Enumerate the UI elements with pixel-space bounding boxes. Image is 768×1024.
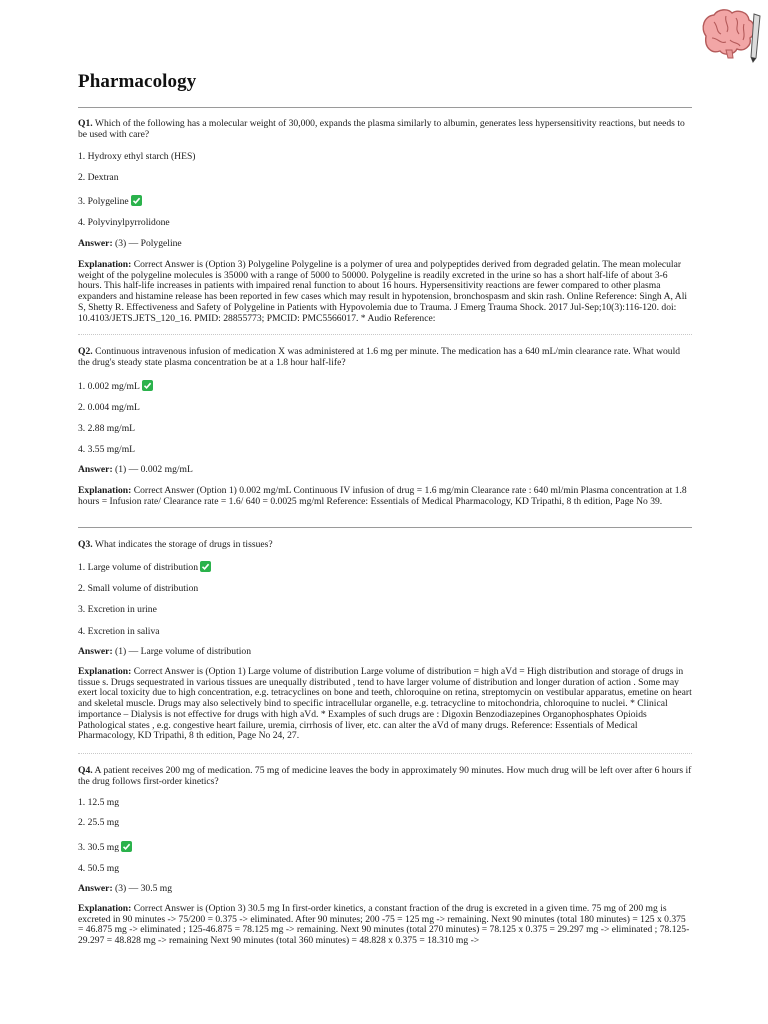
explanation-label: Explanation: <box>78 666 132 677</box>
explanation-text: Correct Answer (Option 1) 0.002 mg/mL Continuous IV infusion of drug = 1.6 mg/min Clearance rate : 640 ml/min Plasma concentration at 1.8 hours = Infusion rate/ Clearance rate = 1.6/ 640 = 0.0025 mg/ml Reference: Essentials of Medical Pharmacology, KD Tripathi, 8 th edition, Page No 39. <box>78 485 687 507</box>
option-label: 2. Small volume of distribution <box>78 583 199 594</box>
explanation <box>78 667 692 742</box>
question-block-q2 <box>78 346 692 369</box>
question-text <box>78 346 692 369</box>
answer-label: Answer: <box>78 464 113 475</box>
question-block-q4 <box>78 765 692 788</box>
answer-label: Answer: <box>78 238 113 249</box>
question-divider <box>78 334 692 335</box>
question-text <box>78 118 692 141</box>
option-3 <box>78 195 692 207</box>
option-label: 3. 30.5 mg <box>78 842 120 853</box>
question-body: What indicates the storage of drugs in tissues? <box>94 539 273 550</box>
option-label: 3. Polygeline <box>78 196 129 207</box>
explanation-text: Correct Answer is (Option 3) Polygeline Polygeline is a polymer of urea and polypeptides derived from degraded gelatin. The mean molecular weight of the polygeline molecules is 35000 with a range of 5000 to 50000. Polygeline is readily excreted in the urine so has a short half-life of about 3-6 hours. This half-life increases in patients with impaired renal function to about 16 hours. Hypersensitivity reactions are fewer compared to other plasma expanders and histamine release has been reported in few cases which may result in hypotension, bronchospasm and skin rash. Online Reference: Singh A, Ali S, Shetty R. Effectiveness and Safety of Polygeline in Patients with Hypovolemia due to Trauma. J Emerg Trauma Shock. 2017 Jul-Sep;10(3):116-120. doi: 10.4103/JETS.JETS_120_16. PMID: 28855773; PMCID: PMC5566017. * Audio Reference: <box>78 259 688 324</box>
question-number: Q4. <box>78 765 93 776</box>
check-mark-icon <box>200 561 211 572</box>
question-block-q1 <box>78 118 692 141</box>
explanation-label: Explanation: <box>78 259 132 270</box>
answer-line <box>78 646 692 657</box>
question-block-q3 <box>78 539 692 550</box>
option-label: 1. Hydroxy ethyl starch (HES) <box>78 151 196 162</box>
explanation <box>78 486 692 507</box>
option-label: 4. 3.55 mg/mL <box>78 444 136 455</box>
explanation <box>78 260 692 324</box>
explanation <box>78 904 692 947</box>
answer-value: (1) — Large volume of distribution <box>115 646 252 657</box>
option-1 <box>78 380 692 392</box>
answer-line <box>78 238 692 249</box>
option-1 <box>78 561 692 573</box>
option-label: 4. 50.5 mg <box>78 863 120 874</box>
page-title: Pharmacology <box>78 71 197 92</box>
explanation-text: Correct Answer is (Option 1) Large volume of distribution Large volume of distribution = high aVd = High distribution and storage of drugs in tissue s. Drugs sequestrated in various tissues are unequally distributed , tend to have larger volume of distribution and longer duration of action . Some may exert local toxicity due to high concentration, e.g. tetracyclines on bone and teeth, chloroquine on retina, streptomycin on vestibular apparatus, emetine on heart and skeletal muscle. Drugs may also selectively bind to specific intracellular organelle, e.g. tetracycline to mitochondria, chloroquine to nuclei. * Clinical importance – Dialysis is not effective for drugs with high aVd. * Examples of such drugs are : Digoxin Benzodiazepines Organophosphates Opioids Pathological states , e.g. congestive heart failure, uremia, cirrhosis of liver, etc. can alter the aVd of many drugs. Reference: Essentials of Medical Pharmacology, KD Tripathi, 8 th edition, Page No 24, 27. <box>78 666 692 742</box>
option-label: 4. Polyvinylpyrrolidone <box>78 217 170 228</box>
check-mark-icon <box>121 841 132 852</box>
question-body: A patient receives 200 mg of medication. 75 mg of medicine leaves the body in approximately 90 minutes. How much drug will be left over after 6 hours if the drug follows first-order kinetics? <box>78 765 692 788</box>
option-3 <box>78 604 692 615</box>
option-4 <box>78 863 692 874</box>
option-label: 3. Excretion in urine <box>78 604 157 615</box>
document-page <box>78 70 692 947</box>
option-3 <box>78 841 692 853</box>
question-number: Q1. <box>78 118 93 129</box>
answer-value: (1) — 0.002 mg/mL <box>115 464 193 475</box>
option-2 <box>78 402 692 413</box>
option-label: 2. Dextran <box>78 172 119 183</box>
check-mark-icon <box>142 380 153 391</box>
answer-value: (3) — 30.5 mg <box>115 883 173 894</box>
question-number: Q3. <box>78 539 93 550</box>
explanation-label: Explanation: <box>78 485 132 496</box>
answer-line <box>78 883 692 894</box>
question-number: Q2. <box>78 346 93 357</box>
option-label: 1. 0.002 mg/mL <box>78 381 140 392</box>
answer-label: Answer: <box>78 883 113 894</box>
answer-value: (3) — Polygeline <box>115 238 182 249</box>
answer-label: Answer: <box>78 646 113 657</box>
option-label: 2. 25.5 mg <box>78 817 120 828</box>
option-2 <box>78 817 692 828</box>
question-text <box>78 765 692 788</box>
option-3 <box>78 423 692 434</box>
title-divider <box>78 107 692 108</box>
option-label: 4. Excretion in saliva <box>78 626 160 637</box>
check-mark-icon <box>131 195 142 206</box>
explanation-text: Correct Answer is (Option 3) 30.5 mg In first-order kinetics, a constant fraction of the drug is excreted in a given time. 75 mg of 200 mg is excreted in 90 minutes -> 75/200 = 0.375 -> eliminated. After 90 minutes; 200 -75 = 125 mg -> remaining. Next 90 minutes (total 180 minutes) = 125 x 0.375 = 46.875 mg -> eliminated ; 125-46.875 = 78.125 mg -> remaining. Next 90 minutes (total 270 minutes) = 78.125 x 0.375 = 29.297 mg -> eliminated ; 78.125-29.297 = 48.828 mg -> remaining Next 90 minutes (total 360 minutes) = 48.828 x 0.375 = 18.310 mg -> <box>78 903 690 947</box>
option-2 <box>78 172 692 183</box>
option-label: 1. Large volume of distribution <box>78 562 198 573</box>
question-text <box>78 539 692 550</box>
option-2 <box>78 583 692 594</box>
question-divider <box>78 753 692 754</box>
question-body: Continuous intravenous infusion of medication X was administered at 1.6 mg per minute. The medication has a 640 mL/min clearance rate. What would the drug's steady state plasma concentration be at a 1.8 hour half-life? <box>78 346 681 369</box>
option-4 <box>78 217 692 228</box>
option-1 <box>78 797 692 808</box>
option-label: 1. 12.5 mg <box>78 797 120 808</box>
explanation-label: Explanation: <box>78 903 132 914</box>
option-label: 2. 0.004 mg/mL <box>78 402 140 413</box>
option-1 <box>78 151 692 162</box>
question-divider <box>78 527 692 528</box>
option-4 <box>78 626 692 637</box>
answer-line <box>78 464 692 475</box>
option-label: 3. 2.88 mg/mL <box>78 423 136 434</box>
option-4 <box>78 444 692 455</box>
brain-logo-icon <box>696 6 762 64</box>
question-body: Which of the following has a molecular weight of 30,000, expands the plasma similarly to albumin, generates less hypersensitivity reactions, but needs to be used with care? <box>78 118 685 141</box>
